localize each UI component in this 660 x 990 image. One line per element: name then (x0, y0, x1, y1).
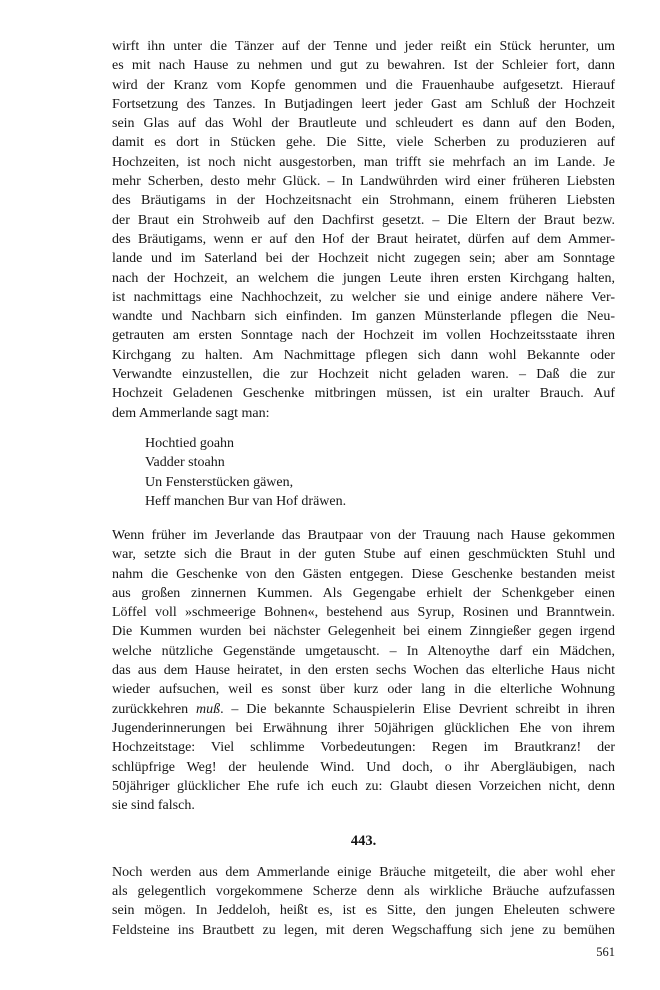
text-line: Un Fensterstücken gäwen, (145, 474, 294, 490)
page-number: 561 (596, 944, 615, 959)
text-line: Hochtied goahn (145, 435, 235, 451)
text-line: Hochzeiten, ist noch nicht ausgestorben, man trifft sie mehrfach an im Lande. Je (112, 154, 615, 170)
text-line: Jugenderinnerungen bei Erwähnung ihrer 50jährigen glücklichen Ehe von ihrem (112, 720, 615, 736)
text-line: sie sind falsch. (112, 798, 195, 814)
text-line: schlüpfrige Weg! der heulende Wind. Und doch, o ihr Abergläubigen, nach (112, 759, 615, 775)
text-line: getrauten am ersten Sonntage nach der Hochzeit im vollen Hochzeitsstaate ihren (112, 328, 615, 344)
text-line: aus großen zinnernen Kummen. Als Gegengabe erhielt der Schenkgeber einen (112, 585, 615, 601)
text-line: lande und im Saterland bei der Hochzeit nicht zugegen sein; aber am Sonntage (112, 251, 615, 267)
text-line: sein Glas auf das Wohl der Brautleute und schleudert es dann auf den Boden, (112, 116, 615, 132)
text-line: des Bräutigams in der Hochzeitsnacht ein Strohmann, einem früheren Liebsten (112, 193, 615, 209)
text-line: war, setzte sich die Braut in der guten Stube auf einen geschmückten Stuhl und (112, 547, 615, 563)
text-line: dem Ammerlande sagt man: (112, 405, 270, 421)
text-line: Hochzeitstage: Viel schlimme Vorbedeutungen: Regen im Brautkranz! der (112, 740, 615, 756)
text-line: als gelegentlich vorgekommene Scherze denn als wirkliche Bräuche aufzufassen (112, 883, 615, 899)
text-line: Wenn früher im Jeverlande das Brautpaar von der Trauung nach Hause gekommen (112, 527, 615, 543)
text-line: es mit nach Hause zu nehmen und gut zu bewahren. Ist der Schleier fort, dann (112, 58, 615, 74)
text-line: Die Kummen wurden bei nächster Gelegenheit bei einem Zinngießer gegen irgend (112, 624, 615, 640)
paragraph-ammerland-pranks (112, 863, 615, 940)
text-line: sein mögen. In Jeddeloh, heißt es, ist es Sitte, den jungen Eheleuten schwere (112, 903, 615, 919)
text-line: wandte und Nachbarn sich einfinden. Im ganzen Münsterlande pflegen die Neu- (112, 309, 615, 325)
text-line: wirft ihn unter die Tänzer auf der Tenne und jeder reißt ein Stück herunter, um (112, 39, 615, 54)
text-line: damit es dort in Stücken gehe. Die Sitte, viele Scherben zu produzieren auf (112, 135, 615, 151)
text-line: Verwandte einzustellen, die zur Hochzeit nicht geladen waren. – Daß die zur (112, 367, 615, 383)
text-line: Fortsetzung des Tanzes. In Butjadingen leert jeder Gast am Schluß der Hochzeit (112, 96, 615, 112)
text-line: 50jähriger glücklicher Ehe rufe ich euch zu: Glaubt diesen Vorzeichen nicht, denn (112, 778, 615, 794)
text-line: wird der Kranz vom Kopfe genommen und die Frauenhaube aufgesetzt. Hierauf (112, 77, 615, 93)
text-line: des Bräutigams, wenn er auf den Hof der Braut heiratet, dürfen auf dem Ammer- (112, 231, 615, 247)
text-line: Kirchgang zu halten. Am Nachmittage pflegen sich dann wohl Bekannte oder (112, 347, 615, 363)
text-line: nahm die Geschenke von den Gästen entgegen. Diese Geschenke bestanden meist (112, 566, 615, 582)
text-line: Noch werden aus dem Ammerlande einige Bräuche mitgeteilt, die aber wohl eher (112, 864, 615, 880)
paragraph-jeverland-customs (112, 526, 615, 815)
text-line: Löffel voll »schmeerige Bohnen«, bestehend aus Syrup, Rosinen und Branntwein. (112, 605, 615, 621)
text-line: Heff manchen Bur van Hof dräwen. (145, 494, 347, 510)
text-line: das aus dem Hause heiratet, in den ersten sechs Wochen das elterliche Haus nicht (112, 663, 615, 679)
text-line: zurückkehren muß. – Die bekannte Schauspielerin Elise Devrient schreibt in ihren (112, 701, 615, 717)
text-line: mehr Scherben, desto mehr Glück. – In Landwührden wird einer früheren Liebsten (112, 174, 615, 190)
text-line: wieder aufsuchen, weil es sonst über kurz oder lang in die elterliche Wohnung (112, 682, 615, 698)
text-line: Feldsteine ins Brautbett zu legen, mit deren Wegschaffung sich jene zu bemühen (112, 922, 615, 938)
text-line: Hochzeit Geladenen Geschenke mitbringen müssen, ist ein uralter Brauch. Auf (112, 386, 615, 402)
dialect-verse (112, 434, 615, 512)
text-line: der Braut ein Strohweib auf den Dachfirst gesetzt. – Die Eltern der Braut bezw. (112, 212, 615, 228)
text-line: ist nachmittags eine Nachhochzeit, zu welcher sie und einige andere nähere Ver- (112, 289, 615, 305)
text-line: Vadder stoahn (145, 455, 225, 471)
section-number-heading: 443. (350, 833, 377, 850)
paragraph-wedding-customs-continued (112, 37, 615, 423)
text-line: welche nützliche Gegenstände umgetauscht. – In Altenoythe darf ein Mädchen, (112, 643, 615, 659)
text-line: nach der Hochzeit, an welchem die jungen Leute ihren ersten Kirchgang halten, (112, 270, 615, 286)
